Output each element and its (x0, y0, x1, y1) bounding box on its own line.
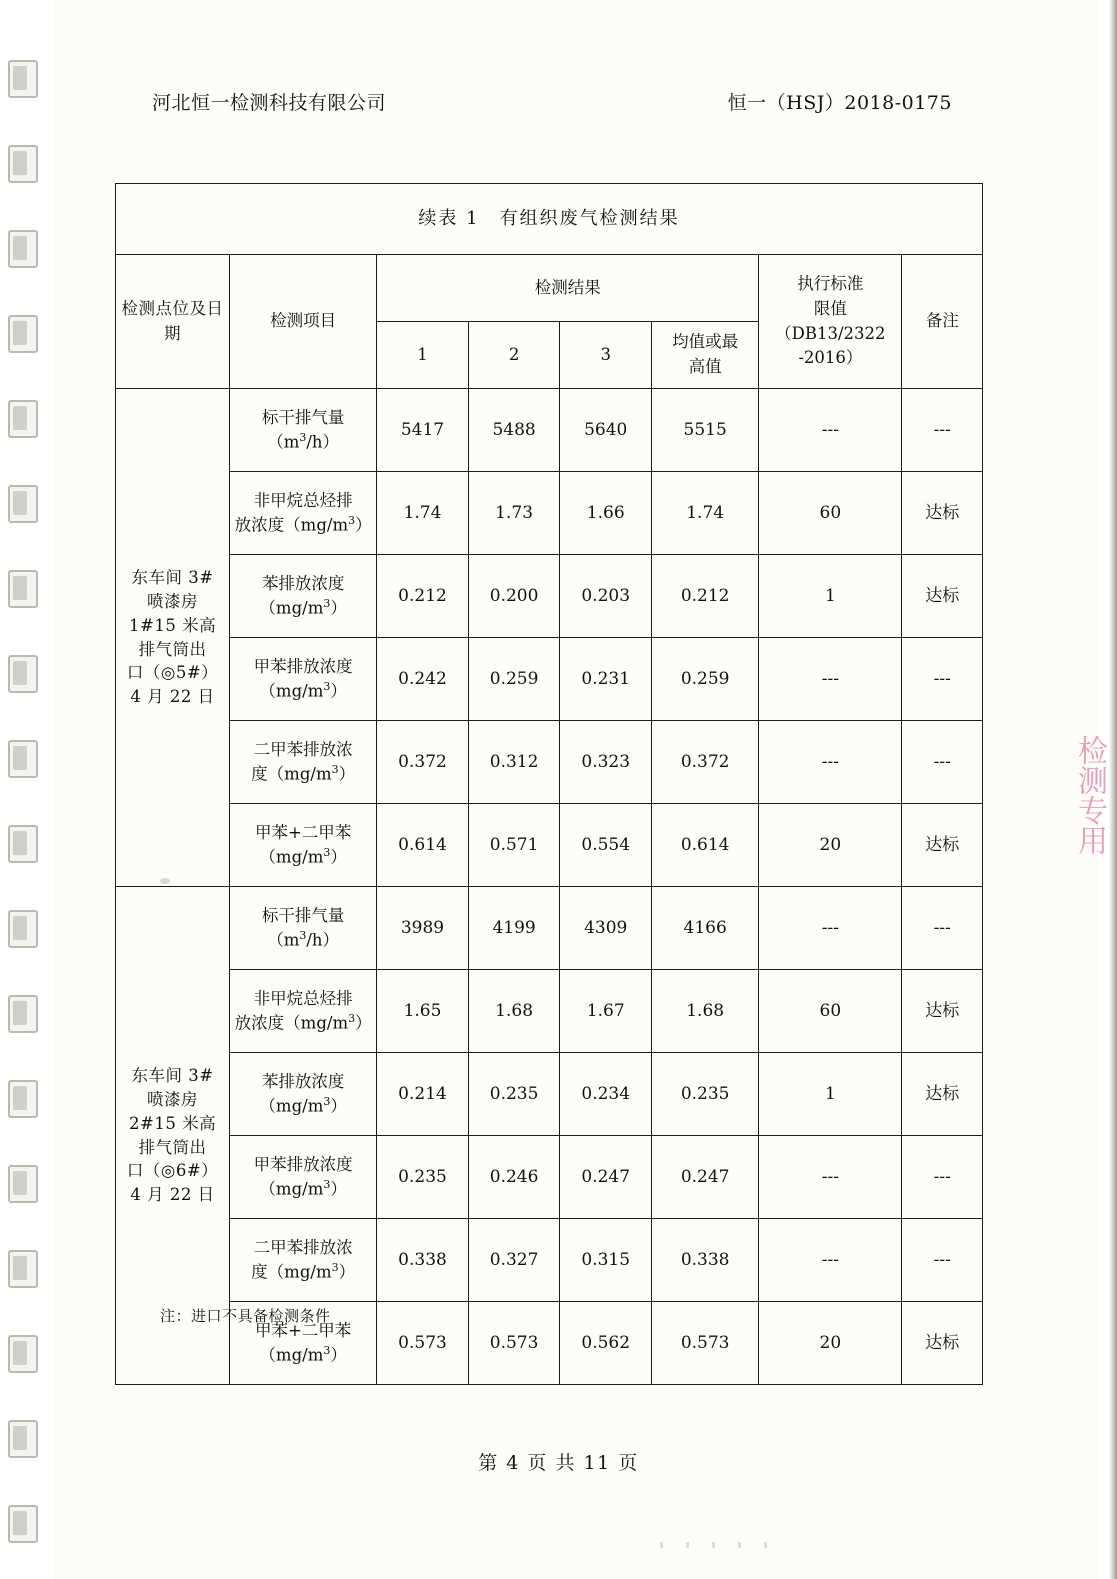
remark-value: --- (902, 887, 983, 970)
result-run-3: 1.67 (560, 970, 652, 1053)
binding-hole (8, 230, 38, 268)
result-run-3: 0.203 (560, 555, 652, 638)
paper-smudge (160, 878, 170, 884)
result-average: 1.68 (652, 970, 759, 1053)
test-item-cell: 苯排放浓度 $(mg/m^3)$ (230, 1053, 377, 1136)
remark-value: 达标 (902, 1302, 983, 1385)
result-run-2: 0.327 (468, 1219, 560, 1302)
spiral-binding-holes (0, 0, 54, 1579)
standard-limit: 20 (759, 1302, 902, 1385)
remark-value: 达标 (902, 1053, 983, 1136)
table-row (116, 970, 983, 1053)
test-item-cell: 非甲烷总烃排 放浓度$(mg/m^3)$ (230, 472, 377, 555)
result-run-2: 0.200 (468, 555, 560, 638)
column-header-run-2: 2 (468, 322, 560, 389)
remark-value: 达标 (902, 472, 983, 555)
binding-hole (8, 910, 38, 948)
result-run-1: 0.338 (377, 1219, 469, 1302)
result-run-3: 0.234 (560, 1053, 652, 1136)
binding-hole (8, 485, 38, 523)
column-header-average: 均值或最 高值 (652, 322, 759, 389)
result-average: 0.247 (652, 1136, 759, 1219)
result-run-1: 0.614 (377, 804, 469, 887)
standard-limit: 1 (759, 1053, 902, 1136)
test-item-cell: 甲苯排放浓度 $(mg/m^3)$ (230, 638, 377, 721)
result-run-3: 0.315 (560, 1219, 652, 1302)
result-run-1: 0.235 (377, 1136, 469, 1219)
result-average: 4166 (652, 887, 759, 970)
result-average: 0.235 (652, 1053, 759, 1136)
table-row (116, 804, 983, 887)
binding-hole (8, 1505, 38, 1543)
binding-hole (8, 740, 38, 778)
column-header-item: 检测项目 (230, 255, 377, 389)
result-run-3: 0.554 (560, 804, 652, 887)
table-title: 续表 1 有组织废气检测结果 (116, 184, 983, 255)
standard-limit: --- (759, 1136, 902, 1219)
remark-value: --- (902, 721, 983, 804)
scan-bottom-specks (660, 1542, 780, 1548)
test-item-cell: 非甲烷总烃排 放浓度$(mg/m^3)$ (230, 970, 377, 1053)
result-run-2: 0.571 (468, 804, 560, 887)
remark-value: --- (902, 1219, 983, 1302)
table-row (116, 721, 983, 804)
test-item-cell: 标干排气量 $(m^3/h)$ (230, 389, 377, 472)
table-row (116, 472, 983, 555)
result-average: 5515 (652, 389, 759, 472)
sampling-location-cell: 东车间 3# 喷漆房 2#15 米高 排气筒出 口（◎6#） 4 月 22 日 (116, 887, 230, 1385)
table-row (116, 887, 983, 970)
column-header-run-3: 3 (560, 322, 652, 389)
remark-value: 达标 (902, 555, 983, 638)
table-row (116, 1219, 983, 1302)
result-run-1: 0.214 (377, 1053, 469, 1136)
result-run-1: 1.65 (377, 970, 469, 1053)
standard-limit: --- (759, 887, 902, 970)
binding-hole (8, 570, 38, 608)
result-average: 0.259 (652, 638, 759, 721)
result-run-3: 0.562 (560, 1302, 652, 1385)
binding-hole (8, 655, 38, 693)
binding-hole (8, 1250, 38, 1288)
result-run-2: 0.573 (468, 1302, 560, 1385)
binding-hole (8, 400, 38, 438)
standard-limit: --- (759, 389, 902, 472)
standard-limit: 1 (759, 555, 902, 638)
result-run-3: 4309 (560, 887, 652, 970)
result-run-3: 0.247 (560, 1136, 652, 1219)
standard-limit: 20 (759, 804, 902, 887)
result-run-2: 1.73 (468, 472, 560, 555)
test-item-cell: 二甲苯排放浓 度$(mg/m^3)$ (230, 1219, 377, 1302)
binding-hole (8, 825, 38, 863)
remark-value: --- (902, 638, 983, 721)
binding-hole (8, 60, 38, 98)
standard-limit: --- (759, 721, 902, 804)
result-run-1: 1.74 (377, 472, 469, 555)
remark-value: --- (902, 1136, 983, 1219)
result-average: 0.338 (652, 1219, 759, 1302)
table-row (116, 638, 983, 721)
remark-value: 达标 (902, 804, 983, 887)
result-run-1: 5417 (377, 389, 469, 472)
binding-hole (8, 315, 38, 353)
remark-value: --- (902, 389, 983, 472)
column-header-standard: 执行标准 限值 （DB13/2322 -2016） (759, 255, 902, 389)
column-header-results: 检测结果 (377, 255, 759, 322)
table-row (116, 1053, 983, 1136)
result-average: 0.212 (652, 555, 759, 638)
test-item-cell: 苯排放浓度 $(mg/m^3)$ (230, 555, 377, 638)
column-header-location: 检测点位及日期 (116, 255, 230, 389)
standard-limit: 60 (759, 970, 902, 1053)
column-header-run-1: 1 (377, 322, 469, 389)
table-row (116, 555, 983, 638)
standard-limit: 60 (759, 472, 902, 555)
result-run-3: 1.66 (560, 472, 652, 555)
binding-hole (8, 1335, 38, 1373)
emission-results-table (115, 183, 983, 1385)
standard-limit: --- (759, 638, 902, 721)
binding-hole (8, 1165, 38, 1203)
result-average: 0.372 (652, 721, 759, 804)
result-run-1: 0.573 (377, 1302, 469, 1385)
table-row (116, 389, 983, 472)
page-header (152, 88, 952, 115)
table-footnote: 注：进口不具备检测条件 (160, 1307, 331, 1325)
test-item-cell: 甲苯+二甲苯 $(mg/m^3)$ (230, 804, 377, 887)
binding-hole (8, 145, 38, 183)
sampling-location-cell: 东车间 3# 喷漆房 1#15 米高 排气筒出 口（◎5#） 4 月 22 日 (116, 389, 230, 887)
result-run-2: 0.235 (468, 1053, 560, 1136)
result-run-1: 3989 (377, 887, 469, 970)
test-item-cell: 甲苯排放浓度 $(mg/m^3)$ (230, 1136, 377, 1219)
result-run-1: 0.212 (377, 555, 469, 638)
result-run-2: 5488 (468, 389, 560, 472)
table-row (116, 1136, 983, 1219)
result-run-2: 0.246 (468, 1136, 560, 1219)
table-header-row-1 (116, 255, 983, 322)
result-run-3: 0.231 (560, 638, 652, 721)
binding-hole (8, 1080, 38, 1118)
result-run-2: 0.259 (468, 638, 560, 721)
red-stamp-mark: 检测专用 (1072, 735, 1107, 855)
result-average: 0.614 (652, 804, 759, 887)
page-number-footer: 第 4 页 共 11 页 (478, 1452, 639, 1474)
binding-hole (8, 995, 38, 1033)
result-run-3: 5640 (560, 389, 652, 472)
result-run-2: 0.312 (468, 721, 560, 804)
standard-limit: --- (759, 1219, 902, 1302)
result-run-1: 0.242 (377, 638, 469, 721)
report-number: 恒一（HSJ）2018-0175 (727, 92, 952, 114)
result-run-1: 0.372 (377, 721, 469, 804)
result-run-2: 4199 (468, 887, 560, 970)
result-average: 1.74 (652, 472, 759, 555)
table-title-row (116, 184, 983, 255)
test-item-cell: 标干排气量 $(m^3/h)$ (230, 887, 377, 970)
result-run-3: 0.323 (560, 721, 652, 804)
scan-right-shadow (1109, 0, 1117, 1579)
test-item-cell: 甲苯+二甲苯 $(mg/m^3)$ (230, 1302, 377, 1385)
remark-value: 达标 (902, 970, 983, 1053)
column-header-remark: 备注 (902, 255, 983, 389)
result-average: 0.573 (652, 1302, 759, 1385)
test-item-cell: 二甲苯排放浓 度$(mg/m^3)$ (230, 721, 377, 804)
result-run-2: 1.68 (468, 970, 560, 1053)
company-name: 河北恒一检测科技有限公司 (152, 92, 387, 114)
